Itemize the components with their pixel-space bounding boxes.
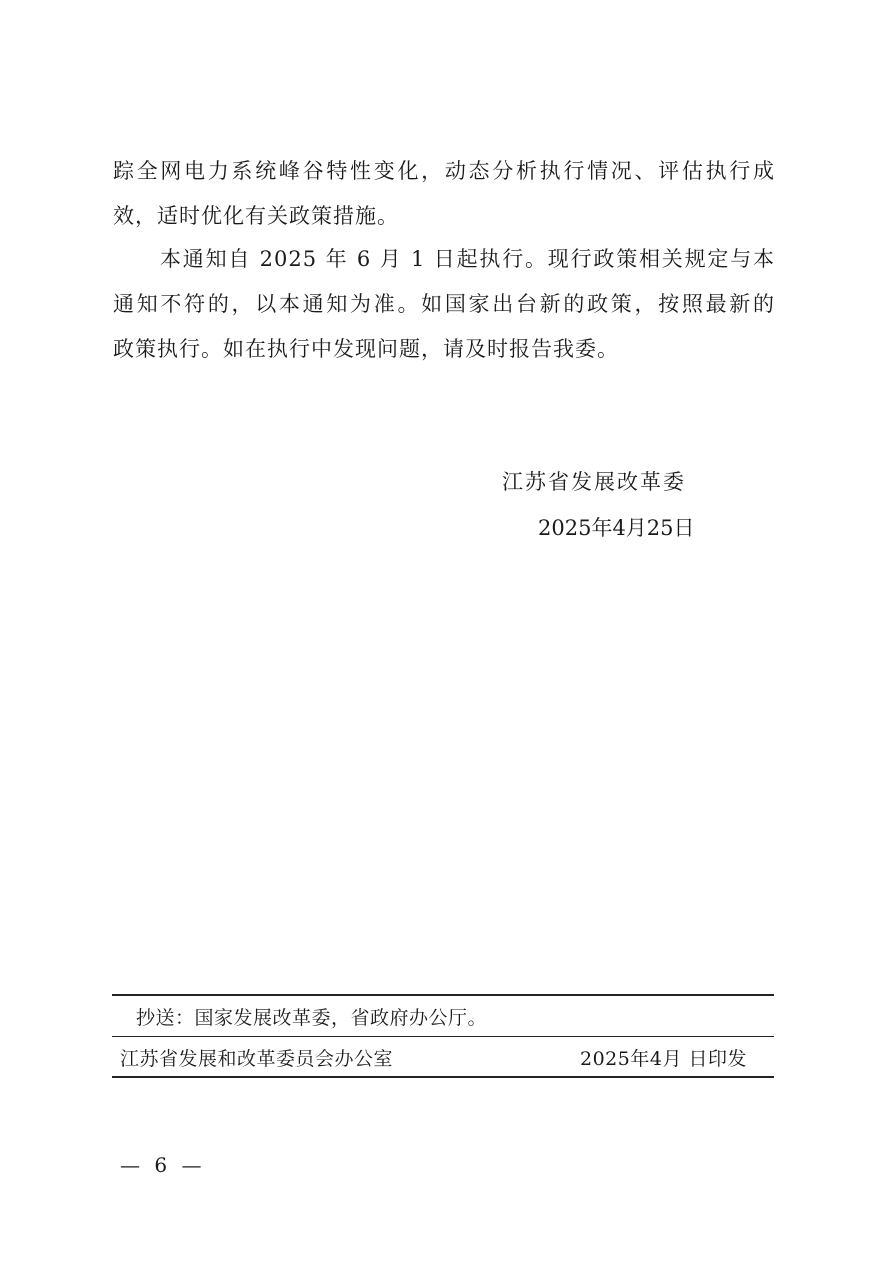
issue-date: 2025年4月 日印发 (580, 1048, 747, 1070)
page-number: — 6 — (120, 1153, 206, 1177)
paragraph2-line3: 政策执行。如在执行中发现问题，请及时报告我委。 (113, 337, 619, 361)
signature-organization: 江苏省发展改革委 (502, 470, 686, 494)
footer-middle-rule (112, 1036, 774, 1037)
paragraph1-line1: 踪全网电力系统峰谷特性变化，动态分析执行情况、评估执行成 (113, 159, 775, 183)
signature-date: 2025年4月25日 (538, 516, 695, 540)
paragraph2-line2: 通知不符的，以本通知为准。如国家出台新的政策，按照最新的 (113, 292, 775, 316)
footer-top-rule (112, 994, 774, 996)
paragraph1-line2: 效，适时优化有关政策措施。 (113, 204, 399, 228)
issuer-name: 江苏省发展和改革委员会办公室 (120, 1048, 394, 1070)
paragraph2-line1: 本通知自 2025 年 6 月 1 日起执行。现行政策相关规定与本 (160, 247, 775, 271)
footer-bottom-rule (112, 1076, 774, 1078)
cc-line: 抄送：国家发展改革委，省政府办公厅。 (136, 1007, 488, 1029)
